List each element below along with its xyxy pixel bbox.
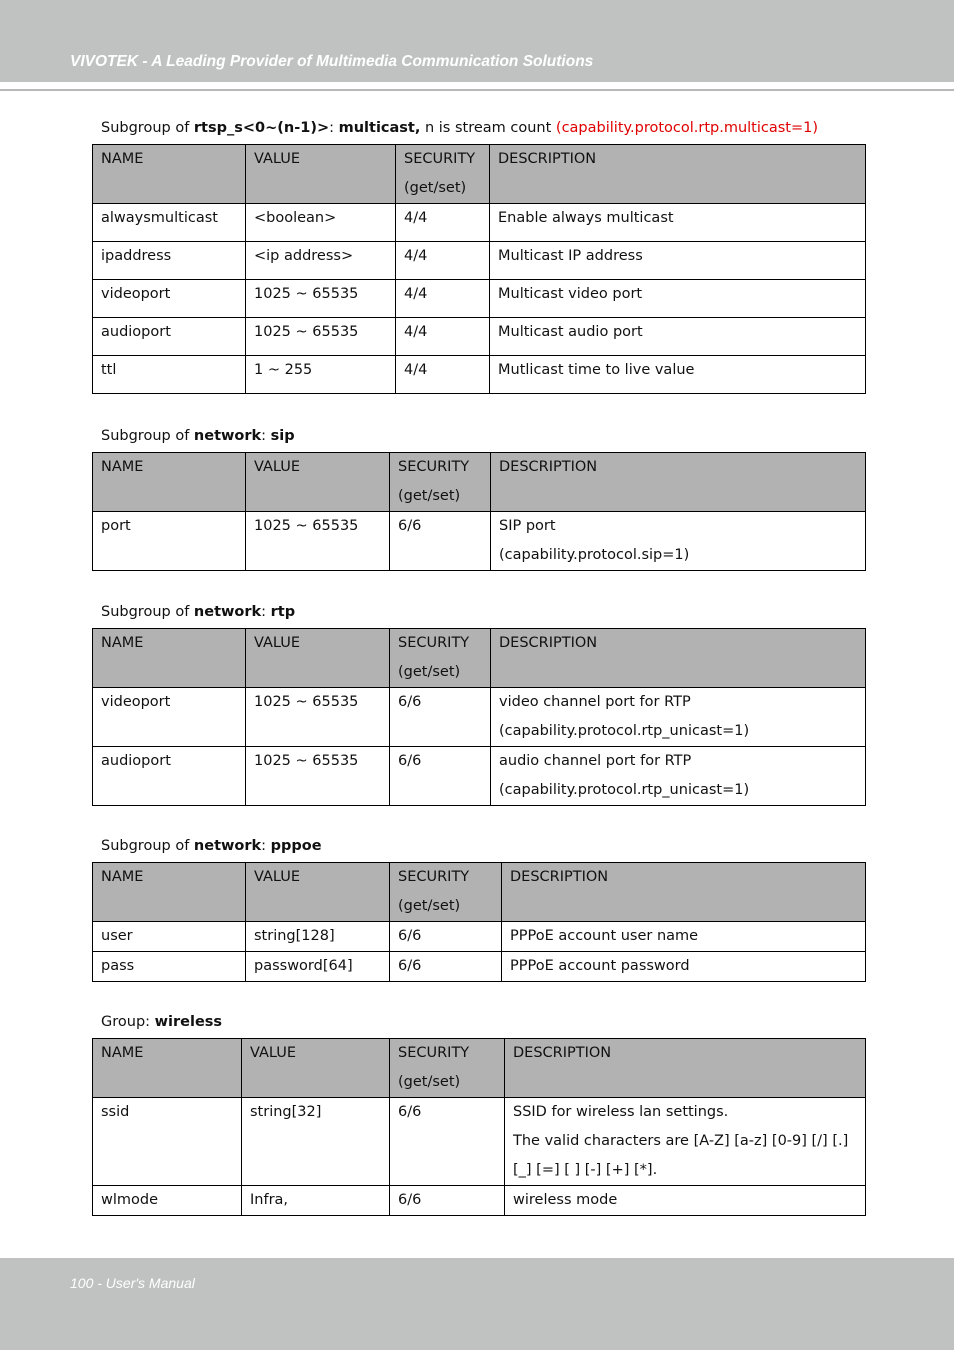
table-row: [93, 512, 866, 571]
caption-group: wireless: [154, 1014, 223, 1030]
cell-description: Multicast IP address: [490, 242, 866, 280]
table-row: [93, 204, 866, 242]
cell-security: 4/4: [396, 280, 490, 318]
table-caption: [101, 604, 295, 620]
table-header-row: [93, 453, 866, 512]
caption-prefix: Group:: [101, 1014, 155, 1030]
cell-value: <ip address>: [246, 242, 396, 280]
parameter-table: [92, 628, 866, 806]
header-security: SECURITY (get/set): [390, 453, 491, 512]
cell-value: 1025 ~ 65535: [246, 318, 396, 356]
cell-description: [491, 688, 866, 747]
header-security: SECURITY (get/set): [390, 863, 502, 922]
header-value: VALUE: [246, 863, 390, 922]
table-header-row: [93, 863, 866, 922]
page-header: [0, 0, 954, 82]
cell-name: audioport: [93, 747, 246, 806]
cell-name: ttl: [93, 356, 246, 394]
description-note: (capability.protocol.rtp_unicast=1): [499, 782, 750, 798]
cell-description: [491, 747, 866, 806]
header-description: DESCRIPTION: [491, 629, 866, 688]
header-value: VALUE: [246, 145, 396, 204]
description-line: SSID for wireless lan settings.: [513, 1104, 729, 1120]
cell-security: 6/6: [390, 1186, 505, 1216]
cell-name: alwaysmulticast: [93, 204, 246, 242]
cell-description: PPPoE account user name: [502, 922, 866, 952]
table-row: [93, 356, 866, 394]
cell-description: Multicast video port: [490, 280, 866, 318]
description-line: audio channel port for RTP: [499, 753, 692, 769]
cell-value: Infra,: [242, 1186, 390, 1216]
cell-value: string[32]: [242, 1098, 390, 1186]
header-name: NAME: [93, 453, 246, 512]
description-line: [_] [=] [ ] [-] [+] [*].: [513, 1162, 658, 1178]
cell-security: 4/4: [396, 318, 490, 356]
description-line: SIP port: [499, 518, 556, 534]
table-caption: [101, 428, 295, 444]
caption-suffix: n is stream count: [420, 120, 556, 136]
cell-name: pass: [93, 952, 246, 982]
table-row: [93, 1098, 866, 1186]
cell-name: videoport: [93, 280, 246, 318]
table-row: [93, 747, 866, 806]
cell-description: Mutlicast time to live value: [490, 356, 866, 394]
table-row: [93, 280, 866, 318]
cell-name: user: [93, 922, 246, 952]
cell-security: 6/6: [390, 1098, 505, 1186]
header-description: DESCRIPTION: [502, 863, 866, 922]
parameter-table: [92, 452, 866, 571]
parameter-table: [92, 862, 866, 982]
cell-value: 1 ~ 255: [246, 356, 396, 394]
header-description: DESCRIPTION: [505, 1039, 866, 1098]
header-divider: [0, 89, 954, 91]
cell-name: port: [93, 512, 246, 571]
header-name: NAME: [93, 145, 246, 204]
description-line: video channel port for RTP: [499, 694, 691, 710]
page-number: 100 - User's Manual: [70, 1275, 195, 1291]
header-value: VALUE: [242, 1039, 390, 1098]
caption-subgroup: sip: [270, 428, 295, 444]
caption-sep: :: [261, 604, 271, 620]
table-caption: [101, 1014, 222, 1030]
cell-security: 6/6: [390, 512, 491, 571]
table-row: [93, 952, 866, 982]
cell-security: 4/4: [396, 204, 490, 242]
caption-group: network: [193, 604, 262, 620]
cell-value: string[128]: [246, 922, 390, 952]
cell-security: 6/6: [390, 688, 491, 747]
parameter-table: [92, 144, 866, 394]
table-row: [93, 1186, 866, 1216]
cell-description: [505, 1098, 866, 1186]
caption-group: rtsp_s<0~(n-1)>: [193, 120, 330, 136]
cell-name: wlmode: [93, 1186, 242, 1216]
header-value: VALUE: [246, 453, 390, 512]
caption-sep: :: [261, 428, 271, 444]
table-row: [93, 688, 866, 747]
table-header-row: [93, 629, 866, 688]
caption-sep: :: [261, 838, 271, 854]
cell-description: Multicast audio port: [490, 318, 866, 356]
caption-prefix: Subgroup of: [101, 120, 194, 136]
cell-description: [491, 512, 866, 571]
cell-name: ipaddress: [93, 242, 246, 280]
cell-security: 4/4: [396, 242, 490, 280]
description-line: The valid characters are [A-Z] [a-z] [0-9] [/] [.]: [513, 1133, 849, 1149]
cell-security: 4/4: [396, 356, 490, 394]
table-row: [93, 242, 866, 280]
table-row: [93, 318, 866, 356]
header-title: VIVOTEK - A Leading Provider of Multimedia Communication Solutions: [70, 53, 594, 70]
caption-prefix: Subgroup of: [101, 838, 194, 854]
cell-name: videoport: [93, 688, 246, 747]
cell-value: password[64]: [246, 952, 390, 982]
cell-name: audioport: [93, 318, 246, 356]
cell-security: 6/6: [390, 922, 502, 952]
caption-sep: :: [329, 120, 339, 136]
caption-group: network: [193, 428, 262, 444]
cell-value: 1025 ~ 65535: [246, 747, 390, 806]
header-security: SECURITY (get/set): [396, 145, 490, 204]
cell-name: ssid: [93, 1098, 242, 1186]
header-description: DESCRIPTION: [491, 453, 866, 512]
caption-prefix: Subgroup of: [101, 604, 194, 620]
cell-value: 1025 ~ 65535: [246, 688, 390, 747]
caption-subgroup: multicast,: [338, 120, 421, 136]
cell-value: 1025 ~ 65535: [246, 512, 390, 571]
table-caption: [101, 120, 818, 136]
caption-group: network: [193, 838, 262, 854]
cell-description: wireless mode: [505, 1186, 866, 1216]
header-name: NAME: [93, 1039, 242, 1098]
cell-description: PPPoE account password: [502, 952, 866, 982]
description-note: (capability.protocol.sip=1): [499, 547, 690, 563]
header-value: VALUE: [246, 629, 390, 688]
parameter-table: [92, 1038, 866, 1216]
header-name: NAME: [93, 863, 246, 922]
cell-value: <boolean>: [246, 204, 396, 242]
header-security: SECURITY (get/set): [390, 1039, 505, 1098]
table-header-row: [93, 145, 866, 204]
table-header-row: [93, 1039, 866, 1098]
cell-description: Enable always multicast: [490, 204, 866, 242]
caption-prefix: Subgroup of: [101, 428, 194, 444]
caption-subgroup: rtp: [270, 604, 296, 620]
cell-value: 1025 ~ 65535: [246, 280, 396, 318]
caption-note: (capability.protocol.rtp.multicast=1): [555, 120, 819, 136]
page-footer: [0, 1258, 954, 1350]
description-note: (capability.protocol.rtp_unicast=1): [499, 723, 750, 739]
cell-security: 6/6: [390, 952, 502, 982]
table-row: [93, 922, 866, 952]
cell-security: 6/6: [390, 747, 491, 806]
caption-subgroup: pppoe: [270, 838, 322, 854]
header-description: DESCRIPTION: [490, 145, 866, 204]
header-name: NAME: [93, 629, 246, 688]
header-security: SECURITY (get/set): [390, 629, 491, 688]
table-caption: [101, 838, 322, 854]
